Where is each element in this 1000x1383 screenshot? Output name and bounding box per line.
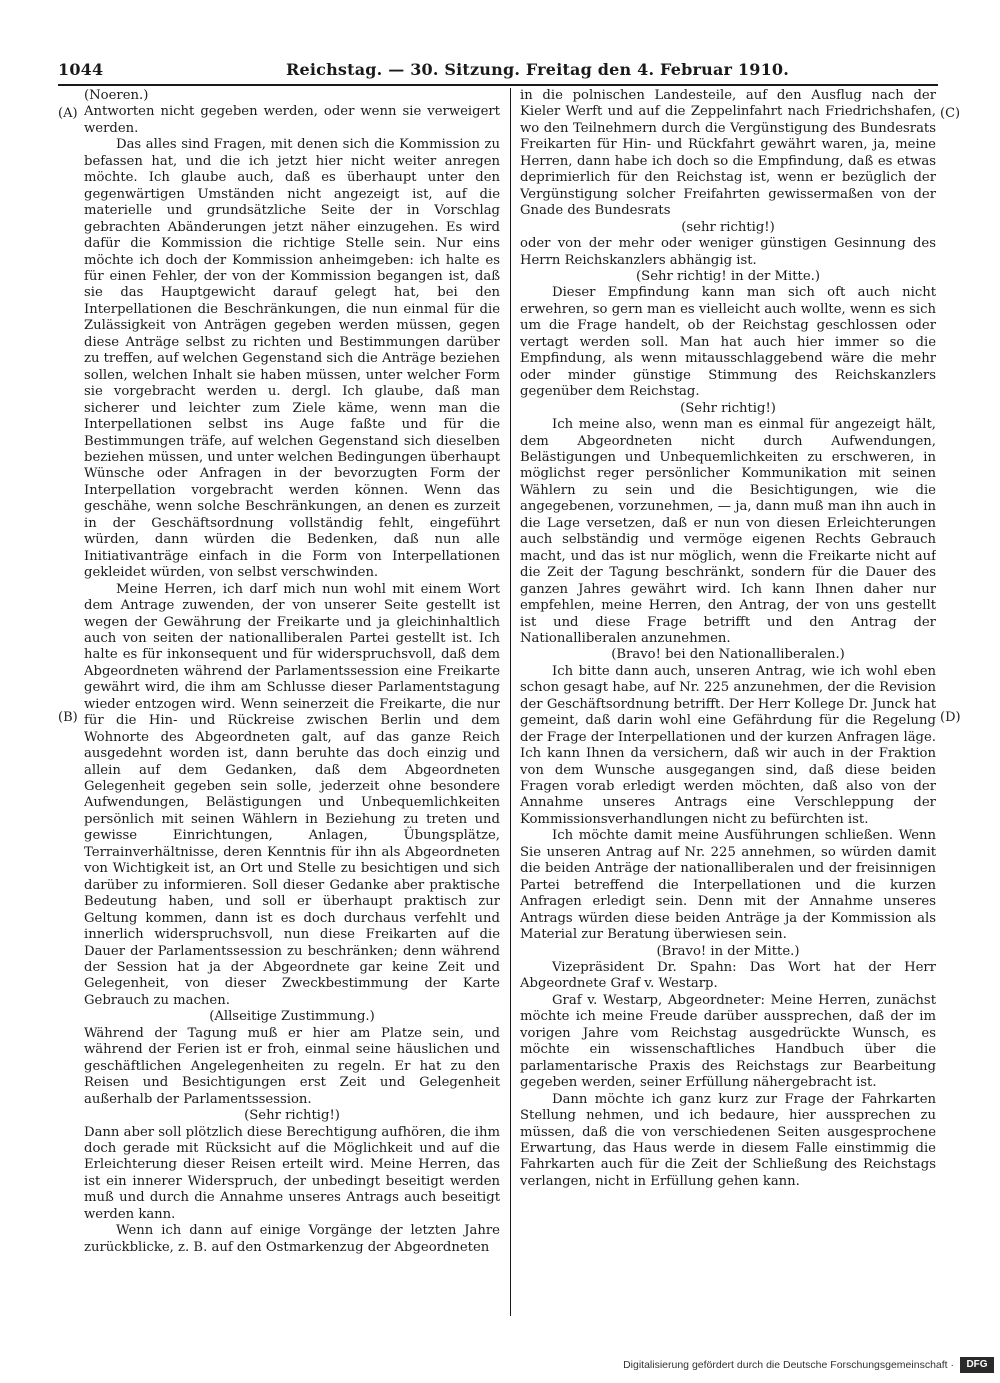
column-divider	[510, 88, 511, 1316]
interjection: (Sehr richtig!)	[680, 400, 776, 416]
interjection: (Bravo! bei den Nationalliberalen.)	[611, 647, 845, 663]
paragraph: oder von der mehr oder weniger günstigen Gesinnung des Herrn Reichskanzlers abhängig ist.	[520, 236, 936, 268]
page-number: 1044	[58, 60, 104, 79]
paragraph: Ich bitte dann auch, unseren Antrag, wie ich wohl eben schon gesagt habe, auf Nr. 225 anzunehmen, der die Revision der Geschäftsordnung betrifft. Der Herr Kollege Dr. Junck hat gemeint, daß darin wohl eine Gefährdung für die Regelung der Frage der Interpellationen und der kurzen Anfragen läge. Ich kann Ihnen da versichern, daß wir auch in der Fraktion von dem Wunsche ausgegangen sind, daß diese beiden Fragen vorab erledigt werden möchten, daß also von der Annahme unseres Antrags eine Verschleppung der Kommissionsverhandlungen nicht zu befürchten ist.	[520, 663, 936, 827]
speaker-paragraph: Vizepräsident Dr. Spahn: Das Wort hat der Herr Abgeordnete Graf v. Westarp.	[520, 960, 936, 992]
paragraph: Dann möchte ich ganz kurz zur Frage der Fahrkarten Stellung nehmen, und ich bedaure, hier aussprechen zu müssen, daß die von verschiedenen Seiten ausgesprochene Erwartung, das Haus werde in diesem Falle einstimmig die Fahrkarten auch für die Zeit der Schließung des Reichstags verlangen, nicht in Erfüllung gehen kann.	[520, 1091, 936, 1189]
interjection: (Bravo! in der Mitte.)	[656, 943, 800, 959]
page-header	[58, 58, 938, 84]
paragraph: Dieser Empfindung kann man sich oft auch nicht erwehren, so gern man es vielleicht auch wollte, wenn es sich um die Frage handelt, ob der Reichstag geschlossen oder vertagt werden soll. Man hat auch hier immer so die Empfindung, als wenn mitausschlaggebend wäre die mehr oder minder günstige Stimmung des Reichskanzlers gegenüber dem Reichstag.	[520, 285, 936, 400]
paragraph: Ich möchte damit meine Ausführungen schließen. Wenn Sie unseren Antrag auf Nr. 225 annehmen, so würden damit die beiden Anträge der nationalliberalen und der freisinnigen Partei betreffend die Interpellationen und die kurzen Anfragen erledigt sein. Denn mit der Annahme unseres Antrags würden diese beiden Anträge ja der Kommission als Material zur Beratung überwiesen sein.	[520, 828, 936, 943]
paragraph: Dann aber soll plötzlich diese Berechtigung aufhören, die ihm doch gerade mit Rücksicht auf die Möglichkeit und auf die Erleichterung dieser Reisen erteilt wird. Meine Herren, das ist ein innerer Widerspruch, der unbedingt beseitigt werden muß und durch die Annahme unseres Antrags auch beseitigt werden kann.	[84, 1124, 500, 1222]
margin-mark-d: (D)	[940, 710, 961, 725]
speaker-tag: (Noeren.)	[84, 88, 149, 103]
right-column	[520, 88, 936, 1320]
paragraph: Wenn ich dann auf einige Vorgänge der letzten Jahre zurückblicke, z. B. auf den Ostmarkenzug der Abgeordneten	[84, 1223, 500, 1255]
paragraph: Während der Tagung muß er hier am Platze sein, und während der Ferien ist er froh, einmal seine häuslichen und geschäftlichen Angelegenheiten zu regeln. Er hat zu den Reisen und Besichtigungen erst Zeit und Gelegenheit außerhalb der Parlamentssession.	[84, 1025, 500, 1107]
interjection: (Sehr richtig!)	[244, 1108, 340, 1124]
dfg-logo: DFG	[960, 1357, 994, 1373]
paragraph: Das alles sind Fragen, mit denen sich die Kommission zu befassen hat, und die ich jetzt hier nicht weiter anregen möchte. Ich glaube auch, daß es überhaupt unter den gegenwärtigen Umständen nicht angezeigt ist, auf die materielle und grundsätzliche Seite der in Vorschlag gebrachten Abänderungen jetzt näher einzugehen. Es wird dafür die Kommission die richtige Stelle sein. Nur eins möchte ich doch der Kommission anheimgeben: ich halte es für einen Fehler, der von der Kommission begangen ist, daß sie das Hauptgewicht darauf gelegt hat, bei den Interpellationen die Beschränkungen, die nun einmal für die Zulässigkeit von Anträgen gegeben werden müssen, gegen diese Anträge selbst zu richten und Bestimmungen darüber zu treffen, auf welchen Gegenstand sich die Anträge beziehen sollen, welchen Inhalt sie haben müssen, unter welcher Form sie vorgebracht werden u. dergl. Ich glaube, daß man sicherer und leichter zum Ziele käme, wenn man die Interpellationen selbst ins Auge faßte und für die Bestimmungen träfe, auf welchen Gegenstand sich dieselben beziehen müssen, und unter welchen Bedingungen überhaupt Wünsche oder Anfragen in der bevorzugten Form der Interpellation vorgebracht werden können. Wenn das geschähe, wenn solche Beschränkungen, an denen es zurzeit in der Geschäftsordnung vollständig fehlt, eingeführt würden, dann würden die Bedenken, daß nun alle Initiativanträge einfach in die Form von Interpellationen gekleidet würden, von selbst verschwinden.	[84, 137, 500, 581]
interjection: (Sehr richtig! in der Mitte.)	[636, 268, 820, 284]
running-title: Reichstag. — 30. Sitzung. Freitag den 4. Februar 1910.	[286, 60, 790, 79]
paragraph: Antworten nicht gegeben werden, oder wenn sie verweigert werden.	[84, 104, 500, 136]
margin-mark-a: (A)	[58, 106, 78, 121]
paragraph: Ich meine also, wenn man es einmal für angezeigt hält, dem Abgeordneten nicht durch Aufwendungen, Belästigungen und Unbequemlichkeiten zu erschweren, in möglichst reger persönlicher Kommunikation mit seinen Wählern zu sein und die Besichtigungen, wie die angegebenen, vorzunehmen, — ja, dann muß man ihn auch in die Lage versetzen, daß er nun von diesen Erleichterungen auch selbständig und vermöge eigenen Rechts Gebrauch macht, und das ist nur möglich, wenn die Freikarte nicht auf die Zeit der Tagung beschränkt, sondern für die Dauer des ganzen Jahres gewährt wird. Ich kann Ihnen daher nur empfehlen, meine Herren, den Antrag, der von uns gestellt ist und diese Frage betrifft und den Antrag der Nationalliberalen anzunehmen.	[520, 417, 936, 646]
digitization-credit: Digitalisierung gefördert durch die Deutsche Forschungsgemeinschaft ·	[623, 1359, 954, 1371]
interjection: (sehr richtig!)	[681, 219, 775, 235]
margin-mark-c: (C)	[940, 106, 961, 121]
page-footer	[0, 1357, 1000, 1375]
paragraph: in die polnischen Landesteile, auf den Ausflug nach der Kieler Werft und auf die Zeppelinfahrt nach Friedrichshafen, wo den Teilnehmern durch die Vergünstigung des Bundesrats Freikarten für Hin- und Rückfahrt gewährt waren, ja, meine Herren, dann habe ich doch so die Empfindung, daß es etwas deprimierlich für den Reichstag ist, wenn er bezüglich der Vergünstigung solcher Freifahrten gewissermaßen von der Gnade des Bundesrats	[520, 88, 936, 219]
interjection: (Allseitige Zustimmung.)	[209, 1009, 375, 1025]
margin-mark-b: (B)	[58, 710, 78, 725]
header-rule	[58, 84, 938, 86]
left-column	[84, 88, 500, 1320]
paragraph: Meine Herren, ich darf mich nun wohl mit einem Wort dem Antrage zuwenden, der von unserer Seite gestellt ist wegen der Gewährung der Freikarte und ja gleichinhaltlich auch von seiten der nationalliberalen Partei gestellt ist. Ich halte es für inkonsequent und für widerspruchsvoll, daß dem Abgeordneten während der Parlamentssession eine Freikarte gewährt wird, die ihm am Schlusse dieser Parlamentstagung wieder entzogen wird. Wenn seinerzeit die Freikarte, die nur für die Hin- und Rückreise zwischen Berlin und dem Wohnorte des Abgeordneten galt, auf das ganze Reich ausgedehnt worden ist, dann beruhte das doch einzig und allein auf dem Gedanken, daß dem Abgeordneten Gelegenheit gegeben sein solle, jederzeit ohne besondere Aufwendungen, Belästigungen und Unbequemlichkeiten persönlich mit seinen Wählern in Beziehung zu treten und gewisse Einrichtungen, Anlagen, Übungsplätze, Terrainverhältnisse, deren Kenntnis für ihn als Abgeordneten von Wichtigkeit ist, an Ort und Stelle zu besichtigen und sich darüber zu informieren. Soll dieser Gedanke aber praktische Bedeutung haben, und soll er überhaupt praktisch zur Geltung kommen, dann ist es doch durchaus verfehlt und innerlich widerspruchsvoll, nun diese Freikarten auf die Dauer der Parlamentssession zu beschränken; denn während der Session hat ja der Abgeordnete gar keine Zeit und Gelegenheit, von dieser Zweckbestimmung der Karte Gebrauch zu machen.	[84, 581, 500, 1008]
speaker-paragraph: Graf v. Westarp, Abgeordneter: Meine Herren, zunächst möchte ich meine Freude darüber aussprechen, daß der im vorigen Jahre vom Reichstag ausgedrückte Wunsch, es möchte ein wissenschaftliches Handbuch über die parlamentarische Praxis des Reichstags zur Bearbeitung gegeben werden, seiner Erfüllung nähergebracht ist.	[520, 992, 936, 1091]
